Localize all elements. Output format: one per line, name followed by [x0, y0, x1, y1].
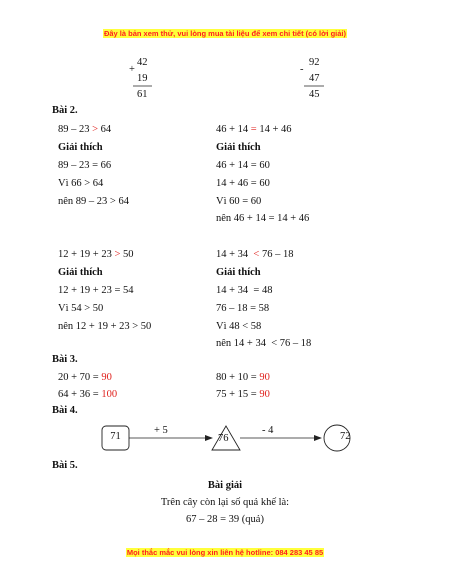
bai2-p1-lhs: 89 – 23 — [58, 124, 93, 135]
bai2-p3-explain-heading: Giải thích — [58, 267, 103, 278]
bai2-p2-sign: = — [250, 124, 257, 135]
bai2-p3-line-2: Vì 54 > 50 — [58, 303, 104, 314]
bai2-p3-line-3: nên 12 + 19 + 23 > 50 — [58, 321, 152, 332]
bai2-p1-statement — [58, 124, 111, 135]
bai2-p4-line-1: 14 + 34 = 48 — [216, 285, 273, 296]
bai2-p2-line-1: 46 + 14 = 60 — [216, 160, 270, 171]
bai3-r2b-expr: 75 + 15 = — [216, 389, 260, 400]
bai2-p2-line-3: Vì 60 = 60 — [216, 196, 262, 207]
middle-value: 76 — [218, 433, 229, 444]
bai2-p4-sign: < — [253, 249, 260, 260]
bai2-p3-lhs: 12 + 19 + 23 — [58, 249, 115, 260]
start-value: 71 — [110, 431, 121, 442]
end-value: 72 — [340, 431, 351, 442]
bai3-r2a-answer: 100 — [101, 389, 118, 400]
bai3-r1b-answer: 90 — [259, 372, 270, 383]
addend-top: 42 — [137, 57, 148, 68]
bai2-p1-line-3: nên 89 – 23 > 64 — [58, 196, 129, 207]
bai2-p2-statement — [216, 124, 292, 135]
bai2-p4-line-2: 76 – 18 = 58 — [216, 303, 270, 314]
bai2-p3-statement — [58, 249, 134, 260]
arrow-head-1 — [205, 435, 213, 441]
subtraction-result: 45 — [309, 89, 320, 100]
bai5-line-1: Trên cây còn lại số quả khế là: — [160, 497, 290, 508]
bai2-p2-line-2: 14 + 46 = 60 — [216, 178, 270, 189]
bai2-p4-line-4: nên 14 + 34 < 76 – 18 — [216, 338, 312, 349]
bai5-line-2: 67 – 28 = 39 (quả) — [186, 514, 264, 525]
bai3-r2b-answer: 90 — [259, 389, 270, 400]
operation-add: + 5 — [154, 425, 168, 436]
bai2-p1-line-1: 89 – 23 = 66 — [58, 160, 112, 171]
addend-bottom: 19 — [137, 73, 148, 84]
bai3-r1a-answer: 90 — [101, 372, 112, 383]
bai3-r2a-expr: 64 + 36 = — [58, 389, 102, 400]
bai5-heading: Bài giải — [207, 480, 243, 491]
bai2-p1-rhs: 64 — [98, 124, 112, 135]
bai2-p3-sign: > — [114, 249, 121, 260]
bai2-p4-statement — [216, 249, 293, 260]
bai2-p4-line-3: Vì 48 < 58 — [216, 321, 262, 332]
bai2-p2-lhs: 46 + 14 — [216, 124, 251, 135]
operation-subtract: - 4 — [262, 425, 274, 436]
bai3-row2-right — [216, 389, 270, 400]
bai2-p3-rhs: 50 — [120, 249, 134, 260]
bai2-p3-line-1: 12 + 19 + 23 = 54 — [58, 285, 134, 296]
bai3-title: Bài 3. — [52, 354, 78, 365]
bai2-p4-explain-heading: Giải thích — [216, 267, 261, 278]
bai2-p1-line-2: Vì 66 > 64 — [58, 178, 104, 189]
bai2-p1-sign: > — [92, 124, 99, 135]
bai2-p1-explain-heading: Giải thích — [58, 142, 103, 153]
bai2-title: Bài 2. — [52, 105, 78, 116]
bai3-r1b-expr: 80 + 10 = — [216, 372, 260, 383]
top-banner-text: Đây là bản xem thử, vui lòng mua tài liệu để xem chi tiết (có lời giải) — [103, 29, 347, 38]
bai2-p2-line-4: nên 46 + 14 = 14 + 46 — [216, 213, 310, 224]
bai2-p4-lhs: 14 + 34 — [216, 249, 254, 260]
minuend: 92 — [309, 57, 320, 68]
bottom-banner — [0, 547, 450, 558]
bai3-r1a-expr: 20 + 70 = — [58, 372, 102, 383]
bai5-title: Bài 5. — [52, 460, 78, 471]
bai3-row1-left — [58, 372, 112, 383]
subtraction-operator: - — [300, 64, 304, 75]
bai4-title: Bài 4. — [52, 405, 78, 416]
addition-operator: + — [129, 64, 135, 75]
bai3-row1-right — [216, 372, 270, 383]
bai2-p2-rhs: 14 + 46 — [256, 124, 292, 135]
subtrahend: 47 — [309, 73, 320, 84]
bai2-p2-explain-heading: Giải thích — [216, 142, 261, 153]
bai2-p4-rhs: 76 – 18 — [259, 249, 294, 260]
arrow-head-2 — [314, 435, 322, 441]
bai3-row2-left — [58, 389, 117, 400]
bottom-banner-text: Mọi thắc mắc vui lòng xin liên hệ hotline: 084 283 45 85 — [126, 548, 324, 557]
addition-result: 61 — [137, 89, 148, 100]
